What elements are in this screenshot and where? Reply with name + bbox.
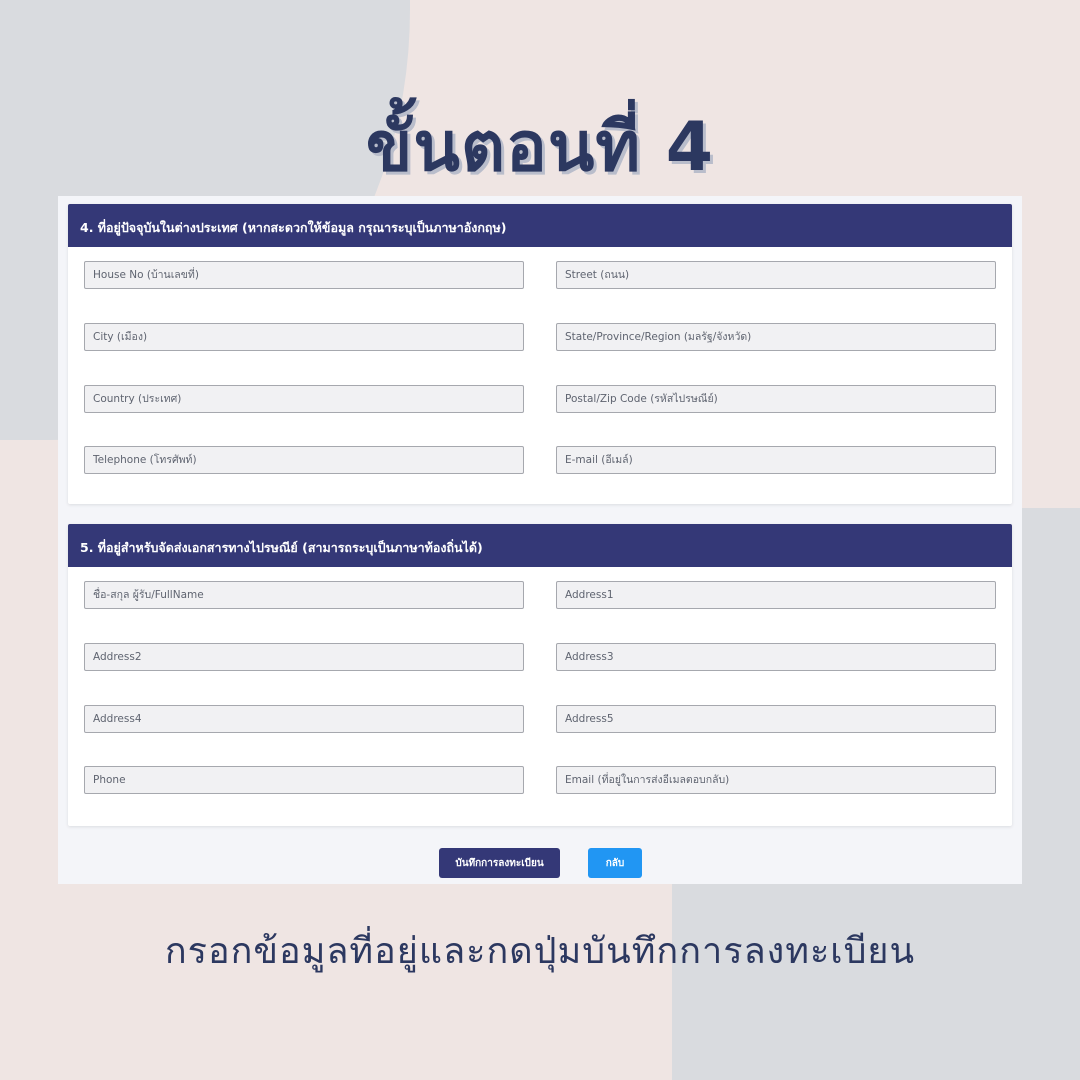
- country-input[interactable]: [84, 385, 524, 413]
- address2-input[interactable]: [84, 643, 524, 671]
- telephone-input[interactable]: [84, 446, 524, 474]
- foreign-address-heading: 4. ที่อยู่ปัจจุบันในต่างประเทศ (หากสะดวกให้ข้อมูล กรุณาระบุเป็นภาษาอังกฤษ): [68, 204, 1012, 247]
- city-input[interactable]: [84, 323, 524, 351]
- address1-input[interactable]: [556, 581, 996, 609]
- instruction-caption: กรอกข้อมูลที่อยู่และกดปุ่มบันทึกการลงทะเบียน: [164, 931, 916, 972]
- save-registration-button[interactable]: บันทึกการลงทะเบียน: [439, 848, 560, 878]
- postal-code-input[interactable]: [556, 385, 996, 413]
- mailing-address-heading: 5. ที่อยู่สำหรับจัดส่งเอกสารทางไปรษณีย์ (สามารถระบุเป็นภาษาท้องถิ่นได้): [68, 524, 1012, 567]
- state-input[interactable]: [556, 323, 996, 351]
- foreign-address-panel: [68, 204, 1012, 504]
- address3-input[interactable]: [556, 643, 996, 671]
- address4-input[interactable]: [84, 705, 524, 733]
- back-button[interactable]: กลับ: [588, 848, 642, 878]
- street-input[interactable]: [556, 261, 996, 289]
- reply-email-input[interactable]: [556, 766, 996, 794]
- house-no-input[interactable]: [84, 261, 524, 289]
- mailing-address-panel: [68, 524, 1012, 826]
- address5-input[interactable]: [556, 705, 996, 733]
- phone-input[interactable]: [84, 766, 524, 794]
- step-title: ขั้นตอนที่ 4: [365, 108, 715, 187]
- registration-form-screenshot: [58, 196, 1022, 884]
- email-input[interactable]: [556, 446, 996, 474]
- recipient-fullname-input[interactable]: [84, 581, 524, 609]
